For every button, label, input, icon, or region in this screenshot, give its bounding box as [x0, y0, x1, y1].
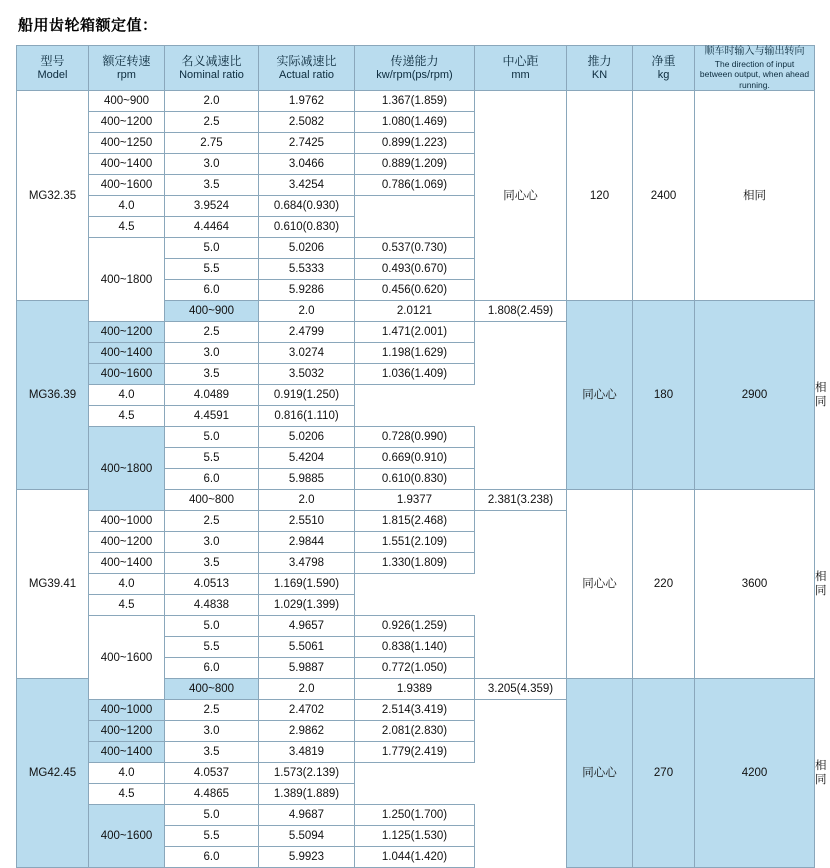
actual-ratio-cell: 4.0489	[165, 385, 259, 406]
rated-speed-cell: 400~1200	[89, 112, 165, 133]
rated-speed-cell: 400~1200	[89, 322, 165, 343]
capacity-cell: 1.367(1.859)	[355, 91, 475, 112]
capacity-cell: 0.889(1.209)	[355, 154, 475, 175]
thrust-cell: 220	[633, 490, 695, 679]
column-header-0	[17, 46, 89, 91]
nominal-ratio-cell: 4.5	[89, 217, 165, 238]
table-row: MG42.45 400~800 2.0 1.9389 3.205(4.359) 同心心 270 4200 相同	[17, 679, 815, 700]
rated-speed-cell: 400~1600	[89, 364, 165, 385]
actual-ratio-cell: 4.0513	[165, 574, 259, 595]
nominal-ratio-cell: 2.75	[165, 133, 259, 154]
nominal-ratio-cell: 4.0	[89, 196, 165, 217]
actual-ratio-cell: 2.7425	[259, 133, 355, 154]
capacity-cell: 1.815(2.468)	[355, 511, 475, 532]
header-row	[17, 46, 815, 91]
rated-speed-cell: 400~1800	[89, 238, 165, 322]
nominal-ratio-cell: 2.5	[165, 700, 259, 721]
rated-speed-cell: 400~900	[89, 91, 165, 112]
capacity-cell: 0.537(0.730)	[355, 238, 475, 259]
model-cell: MG42.45	[17, 679, 89, 868]
column-header-cn: 净重	[651, 53, 676, 68]
column-header-4	[355, 46, 475, 91]
capacity-cell: 0.772(1.050)	[355, 658, 475, 679]
actual-ratio-cell: 3.4798	[259, 553, 355, 574]
actual-ratio-cell: 2.5510	[259, 511, 355, 532]
rated-speed-cell: 400~1400	[89, 742, 165, 763]
nominal-ratio-cell: 3.0	[165, 721, 259, 742]
actual-ratio-cell: 3.9524	[165, 196, 259, 217]
nominal-ratio-cell: 5.5	[165, 826, 259, 847]
rated-speed-cell: 400~1600	[89, 805, 165, 868]
capacity-cell: 1.044(1.420)	[355, 847, 475, 868]
actual-ratio-cell: 3.5032	[259, 364, 355, 385]
capacity-cell: 2.081(2.830)	[355, 721, 475, 742]
capacity-cell: 0.456(0.620)	[355, 280, 475, 301]
actual-ratio-cell: 3.4819	[259, 742, 355, 763]
nominal-ratio-cell: 6.0	[165, 280, 259, 301]
capacity-cell: 1.250(1.700)	[355, 805, 475, 826]
column-header-en: kw/rpm(ps/rpm)	[376, 68, 453, 81]
model-cell: MG39.41	[17, 490, 89, 679]
capacity-cell: 1.080(1.469)	[355, 112, 475, 133]
rated-speed-cell: 400~800	[165, 679, 259, 700]
nominal-ratio-cell: 2.5	[165, 511, 259, 532]
column-header-cn: 推力	[587, 53, 612, 68]
actual-ratio-cell: 5.4204	[259, 448, 355, 469]
nominal-ratio-cell: 3.0	[165, 532, 259, 553]
rated-speed-cell: 400~1250	[89, 133, 165, 154]
actual-ratio-cell: 2.5082	[259, 112, 355, 133]
net-weight-cell: 2400	[633, 91, 695, 301]
rated-speed-cell: 400~1000	[89, 511, 165, 532]
table-row	[17, 91, 815, 112]
nominal-ratio-cell: 6.0	[165, 847, 259, 868]
column-header-5	[475, 46, 567, 91]
net-weight-cell: 4200	[695, 679, 815, 868]
nominal-ratio-cell: 5.0	[165, 427, 259, 448]
capacity-cell: 1.029(1.399)	[259, 595, 355, 616]
nominal-ratio-cell: 4.5	[89, 784, 165, 805]
rated-speed-cell: 400~800	[165, 490, 259, 511]
actual-ratio-cell: 5.9286	[259, 280, 355, 301]
capacity-cell: 0.728(0.990)	[355, 427, 475, 448]
actual-ratio-cell: 1.9762	[259, 91, 355, 112]
center-distance-cell: 同心心	[475, 91, 567, 301]
rated-speed-cell: 400~900	[165, 301, 259, 322]
capacity-cell: 0.669(0.910)	[355, 448, 475, 469]
column-header-cn: 中心距	[502, 53, 539, 68]
capacity-cell: 0.684(0.930)	[259, 196, 355, 217]
column-header-en: rpm	[117, 68, 136, 81]
actual-ratio-cell: 1.9377	[355, 490, 475, 511]
net-weight-cell: 3600	[695, 490, 815, 679]
capacity-cell: 1.125(1.530)	[355, 826, 475, 847]
nominal-ratio-cell: 5.0	[165, 238, 259, 259]
rotation-direction-cell: 相同	[695, 91, 815, 301]
table-row: MG39.41 400~800 2.0 1.9377 2.381(3.238) 同心心 220 3600 相同	[17, 490, 815, 511]
actual-ratio-cell: 4.4838	[165, 595, 259, 616]
nominal-ratio-cell: 2.5	[165, 322, 259, 343]
column-header-en: Actual ratio	[278, 68, 335, 81]
column-header-cn: 名义减速比	[181, 53, 242, 68]
rated-speed-cell: 400~1000	[89, 700, 165, 721]
capacity-cell: 1.198(1.629)	[355, 343, 475, 364]
rated-speed-cell: 400~1200	[89, 721, 165, 742]
actual-ratio-cell: 2.9862	[259, 721, 355, 742]
actual-ratio-cell: 4.4591	[165, 406, 259, 427]
column-header-cn: 传递能力	[390, 53, 439, 68]
actual-ratio-cell: 2.4702	[259, 700, 355, 721]
nominal-ratio-cell: 6.0	[165, 658, 259, 679]
nominal-ratio-cell: 2.0	[259, 301, 355, 322]
nominal-ratio-cell: 3.5	[165, 175, 259, 196]
column-header-8	[695, 46, 815, 91]
rated-speed-cell: 400~1600	[89, 616, 165, 700]
capacity-cell: 0.838(1.140)	[355, 637, 475, 658]
model-cell: MG32.35	[17, 91, 89, 301]
thrust-cell: 270	[633, 679, 695, 868]
capacity-cell: 0.816(1.110)	[259, 406, 355, 427]
nominal-ratio-cell: 6.0	[165, 469, 259, 490]
capacity-cell: 1.779(2.419)	[355, 742, 475, 763]
nominal-ratio-cell: 5.5	[165, 637, 259, 658]
capacity-cell: 0.786(1.069)	[355, 175, 475, 196]
column-header-en: Model	[37, 68, 68, 81]
capacity-cell: 1.169(1.590)	[259, 574, 355, 595]
nominal-ratio-cell: 2.5	[165, 112, 259, 133]
actual-ratio-cell: 4.4865	[165, 784, 259, 805]
capacity-cell: 2.381(3.238)	[475, 490, 567, 511]
table-body	[17, 91, 827, 868]
capacity-cell: 0.919(1.250)	[259, 385, 355, 406]
actual-ratio-cell: 5.9887	[259, 658, 355, 679]
center-distance-cell: 同心心	[567, 679, 633, 868]
column-header-en: Nominal ratio	[179, 68, 244, 81]
column-header-en: The direction of input between output, when ahead running.	[699, 58, 810, 90]
nominal-ratio-cell: 2.0	[259, 679, 355, 700]
rated-speed-cell: 400~1800	[89, 427, 165, 511]
column-header-en: mm	[511, 68, 530, 81]
capacity-cell: 1.471(2.001)	[355, 322, 475, 343]
capacity-cell: 3.205(4.359)	[475, 679, 567, 700]
actual-ratio-cell: 3.0274	[259, 343, 355, 364]
column-header-cn: 顺车时输入与输出转向	[704, 46, 805, 57]
table-header	[17, 46, 815, 91]
capacity-cell: 0.926(1.259)	[355, 616, 475, 637]
column-header-cn: 型号	[40, 53, 65, 68]
gearbox-rating-table	[16, 45, 827, 868]
rated-speed-cell: 400~1200	[89, 532, 165, 553]
center-distance-cell: 同心心	[567, 490, 633, 679]
actual-ratio-cell: 3.4254	[259, 175, 355, 196]
actual-ratio-cell: 5.0206	[259, 238, 355, 259]
actual-ratio-cell: 2.0121	[355, 301, 475, 322]
nominal-ratio-cell: 3.0	[165, 154, 259, 175]
thrust-cell: 120	[567, 91, 633, 301]
capacity-cell: 2.514(3.419)	[355, 700, 475, 721]
actual-ratio-cell: 3.0466	[259, 154, 355, 175]
capacity-cell: 1.330(1.809)	[355, 553, 475, 574]
nominal-ratio-cell: 3.5	[165, 364, 259, 385]
model-cell: MG36.39	[17, 301, 89, 490]
nominal-ratio-cell: 3.5	[165, 742, 259, 763]
actual-ratio-cell: 5.9923	[259, 847, 355, 868]
nominal-ratio-cell: 4.0	[89, 763, 165, 784]
column-header-en: KN	[591, 68, 608, 81]
actual-ratio-cell: 5.5061	[259, 637, 355, 658]
nominal-ratio-cell: 4.0	[89, 385, 165, 406]
thrust-cell: 180	[633, 301, 695, 490]
column-header-cn: 实际减速比	[276, 53, 337, 68]
nominal-ratio-cell: 4.5	[89, 595, 165, 616]
actual-ratio-cell: 5.5094	[259, 826, 355, 847]
column-header-en: kg	[657, 68, 670, 81]
column-header-6	[567, 46, 633, 91]
capacity-cell: 0.899(1.223)	[355, 133, 475, 154]
actual-ratio-cell: 2.4799	[259, 322, 355, 343]
capacity-cell: 0.610(0.830)	[355, 469, 475, 490]
rated-speed-cell: 400~1600	[89, 175, 165, 196]
nominal-ratio-cell: 5.0	[165, 616, 259, 637]
column-header-1	[89, 46, 165, 91]
nominal-ratio-cell: 3.5	[165, 553, 259, 574]
capacity-cell: 0.610(0.830)	[259, 217, 355, 238]
nominal-ratio-cell: 5.5	[165, 259, 259, 280]
capacity-cell: 1.808(2.459)	[475, 301, 567, 322]
capacity-cell: 1.551(2.109)	[355, 532, 475, 553]
capacity-cell: 1.573(2.139)	[259, 763, 355, 784]
nominal-ratio-cell: 5.5	[165, 448, 259, 469]
page-title: 船用齿轮箱额定值：	[18, 17, 158, 34]
actual-ratio-cell: 5.5333	[259, 259, 355, 280]
actual-ratio-cell: 4.4464	[165, 217, 259, 238]
rated-speed-cell: 400~1400	[89, 154, 165, 175]
nominal-ratio-cell: 4.0	[89, 574, 165, 595]
column-header-7	[633, 46, 695, 91]
table-row: MG36.39 400~900 2.0 2.0121 1.808(2.459) 同心心 180 2900 相同	[17, 301, 815, 322]
capacity-cell: 1.036(1.409)	[355, 364, 475, 385]
nominal-ratio-cell: 3.0	[165, 343, 259, 364]
column-header-3	[259, 46, 355, 91]
center-distance-cell: 同心心	[567, 301, 633, 490]
column-header-2	[165, 46, 259, 91]
nominal-ratio-cell: 2.0	[259, 490, 355, 511]
actual-ratio-cell: 1.9389	[355, 679, 475, 700]
actual-ratio-cell: 4.9687	[259, 805, 355, 826]
column-header-cn: 额定转速	[102, 53, 151, 68]
nominal-ratio-cell: 4.5	[89, 406, 165, 427]
actual-ratio-cell: 5.0206	[259, 427, 355, 448]
actual-ratio-cell: 4.9657	[259, 616, 355, 637]
nominal-ratio-cell: 2.0	[165, 91, 259, 112]
actual-ratio-cell: 4.0537	[165, 763, 259, 784]
net-weight-cell: 2900	[695, 301, 815, 490]
nominal-ratio-cell: 5.0	[165, 805, 259, 826]
capacity-cell: 1.389(1.889)	[259, 784, 355, 805]
rated-speed-cell: 400~1400	[89, 343, 165, 364]
rated-speed-cell: 400~1400	[89, 553, 165, 574]
capacity-cell: 0.493(0.670)	[355, 259, 475, 280]
actual-ratio-cell: 2.9844	[259, 532, 355, 553]
actual-ratio-cell: 5.9885	[259, 469, 355, 490]
